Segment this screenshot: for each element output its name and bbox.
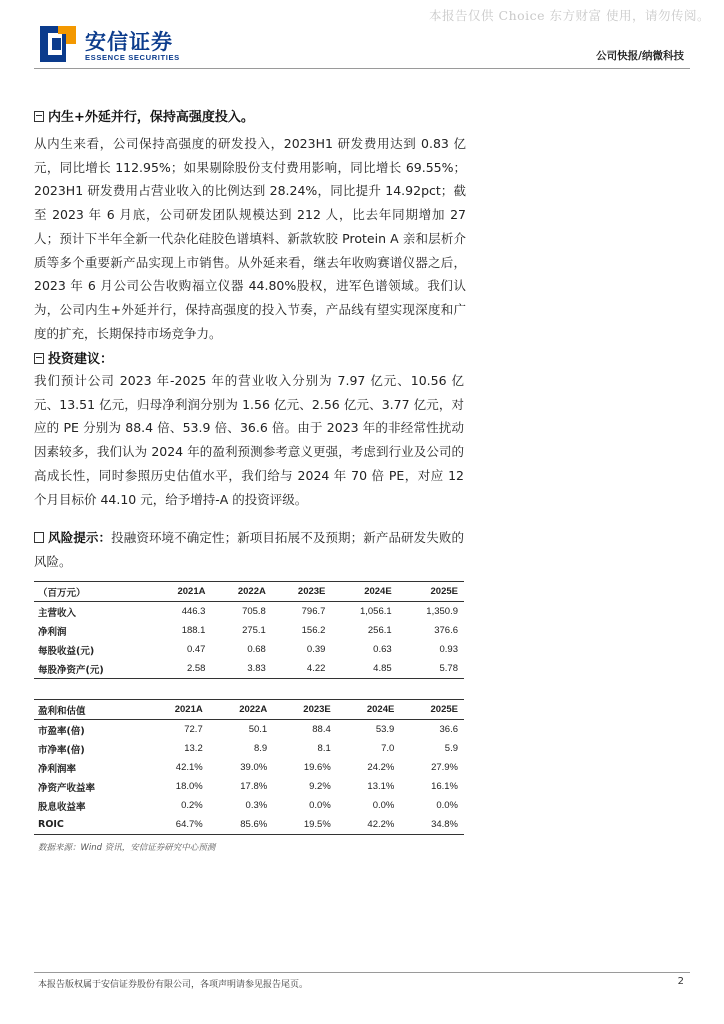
page-number: 2 (677, 976, 684, 987)
column-header: 2024E (366, 704, 395, 715)
table-cell: 0.63 (373, 644, 392, 655)
column-header: 2021A (174, 704, 203, 715)
row-label: 净资产收益率 (38, 782, 96, 794)
table-cell: 275.1 (242, 625, 266, 636)
row-label: 主营收入 (38, 607, 77, 619)
row-label: 市净率(倍) (38, 744, 85, 756)
table-cell: 42.1% (175, 762, 203, 773)
table-cell: 36.6 (439, 724, 458, 735)
table-cell: 5.78 (439, 663, 458, 674)
table-cell: 85.6% (240, 819, 268, 830)
row-label: 市盈率(倍) (38, 725, 85, 737)
table-cell: 7.0 (381, 743, 395, 754)
table-row (34, 758, 464, 777)
table-header-row (34, 582, 464, 602)
financial-summary-table (34, 581, 464, 679)
section-title: 内生+外延并行，保持高强度投入。 (48, 110, 254, 125)
logo-name: 安信证券 (85, 30, 173, 54)
column-header: 盈利和估值 (38, 705, 86, 717)
table-cell: 27.9% (431, 762, 458, 773)
table-cell: 0.39 (306, 644, 326, 655)
table-cell: 5.9 (444, 743, 458, 754)
table-cell: 19.6% (303, 762, 331, 773)
logo-mark-icon (38, 24, 78, 64)
column-header: 2022A (237, 586, 266, 597)
table-cell: 156.2 (301, 625, 326, 636)
table-row (34, 659, 464, 679)
section-title: 投资建议： (48, 352, 114, 367)
risk-text: 投融资环境不确定性；新项目拓展不及预期；新产品研发失败的风险。 (34, 530, 464, 569)
row-label: 净利润 (38, 626, 67, 638)
table-cell: 53.9 (375, 724, 395, 735)
section-heading-growth (34, 106, 254, 125)
table-cell: 34.8% (431, 819, 458, 830)
watermark: 本报告仅供 Choice 东方财富 使用，请勿传阅。 (429, 8, 710, 23)
table-cell: 9.2% (309, 781, 331, 792)
column-header: 2025E (430, 586, 458, 597)
footer-divider (34, 972, 690, 973)
table-cell: 4.85 (373, 663, 392, 674)
table-cell: 13.1% (367, 781, 395, 792)
row-label: 每股净资产(元) (38, 664, 104, 676)
column-header: 2025E (430, 704, 458, 715)
table-cell: 17.8% (240, 781, 268, 792)
table-row (34, 777, 464, 796)
table-cell: 19.5% (303, 819, 331, 830)
table-cell: 72.7 (184, 724, 203, 735)
row-label: ROIC (38, 819, 64, 830)
logo-subtitle: ESSENCE SECURITIES (85, 53, 180, 62)
column-header: （百万元） (38, 587, 86, 599)
table-row (34, 602, 464, 622)
column-header: 2022A (239, 704, 268, 715)
header-divider (34, 68, 690, 69)
paragraph-recommendation: 我们预计公司 2023 年-2025 年的营业收入分别为 7.97 亿元、10.56 亿元、13.51 亿元，归母净利润分别为 1.56 亿元、2.56 亿元、3.77 亿元，对应的 PE 分别为 88.4 倍、53.9 倍、36.6 倍。由于 2023 年的非经常性扰动因素较多，我们认为 2024 年的盈利预测参考意义更强，考虑到行业及公司的高成长性，同时参照历史估值水平，我们给与 2024 年 70 倍 PE，对应 12 个月目标价 44.10 元，给予增持-A 的投资评级。 (34, 373, 464, 507)
table-header-row (34, 700, 464, 720)
section-bullet-icon (34, 353, 44, 364)
table-row (34, 720, 464, 740)
section-heading-risk: 风险提示： (34, 530, 111, 545)
column-header: 2023E (297, 586, 326, 597)
table-cell: 39.0% (240, 762, 268, 773)
section-bullet-icon (34, 111, 44, 122)
table-cell: 0.0% (436, 800, 458, 811)
table-row (34, 640, 464, 659)
table-cell: 13.2 (184, 743, 203, 754)
report-category: 公司快报/纳微科技 (596, 50, 684, 62)
table-cell: 0.47 (186, 644, 206, 655)
table-cell: 0.68 (247, 644, 266, 655)
table-cell: 1,350.9 (426, 606, 458, 617)
table-row (34, 815, 464, 835)
row-label: 每股收益(元) (38, 645, 95, 657)
table-cell: 0.2% (181, 800, 203, 811)
table-cell: 8.1 (317, 743, 331, 754)
table-cell: 8.9 (253, 743, 268, 754)
footer-disclaimer: 本报告版权属于安信证券股份有限公司，各项声明请参见报告尾页。 (38, 980, 309, 990)
table-cell: 88.4 (312, 724, 331, 735)
table-cell: 0.93 (439, 644, 458, 655)
table-cell: 64.7% (175, 819, 203, 830)
table-row (34, 739, 464, 758)
table-cell: 0.0% (372, 800, 395, 811)
table-cell: 446.3 (181, 606, 206, 617)
valuation-table (34, 699, 464, 835)
table-row (34, 796, 464, 815)
table-cell: 256.1 (367, 625, 392, 636)
section-heading-recommendation (34, 348, 113, 367)
table-cell: 4.22 (306, 663, 326, 674)
section-bullet-icon (34, 532, 44, 543)
paragraph-risk (34, 526, 464, 573)
column-header: 2023E (303, 704, 331, 715)
data-source-note: 数据来源：Wind 资讯，安信证券研究中心预测 (38, 843, 216, 853)
table-cell: 2.58 (186, 663, 206, 674)
table-cell: 796.7 (301, 606, 326, 617)
table-cell: 42.2% (367, 819, 395, 830)
table-cell: 3.83 (247, 663, 266, 674)
table-cell: 188.1 (181, 625, 206, 636)
table-row (34, 621, 464, 640)
column-header: 2021A (177, 586, 206, 597)
table-cell: 1,056.1 (359, 606, 392, 617)
row-label: 净利润率 (38, 763, 77, 775)
table-cell: 24.2% (367, 762, 395, 773)
table-cell: 705.8 (242, 606, 266, 617)
company-logo (38, 22, 238, 68)
row-label: 股息收益率 (38, 801, 86, 813)
paragraph-growth: 从内生来看，公司保持高强度的研发投入，2023H1 研发费用达到 0.83 亿元，同比增长 112.95%；如果剔除股份支付费用影响，同比增长 69.55%；2023H1 研发费用占营业收入的比例达到 28.24%，同比提升 14.92pct；截至 2023 年 6 月底，公司研发团队规模达到 212 人，比去年同期增加 27 人；预计下半年全新一代杂化硅胶色谱填料、新款软胶 Protein A 亲和层析介质等多个重要新产品实现上市销售。从外延来看，继去年收购赛谱仪器之后，2023 年 6 月公司公告收购福立仪器 44.80%股权，进军色谱领域。我们认为，公司内生+外延并行，保持高强度的投入节奏，产品线有望实现深度和广度的扩充，长期保持市场竞争力。 (34, 136, 466, 341)
table-cell: 16.1% (431, 781, 458, 792)
table-cell: 376.6 (434, 625, 458, 636)
table-cell: 18.0% (175, 781, 203, 792)
table-cell: 0.3% (245, 800, 268, 811)
table-cell: 50.1 (248, 724, 268, 735)
table-cell: 0.0% (309, 800, 331, 811)
column-header: 2024E (364, 586, 392, 597)
